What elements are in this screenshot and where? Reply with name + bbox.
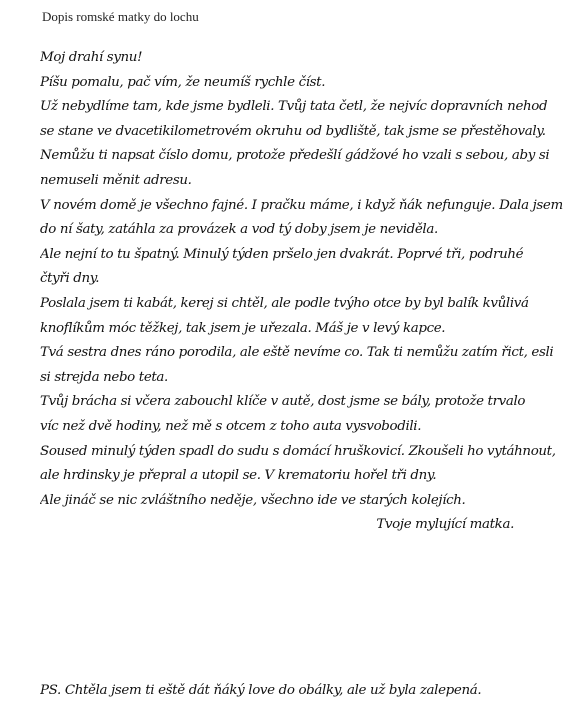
- letter-line: Tvůj brácha si včera zabouchl klíče v autě, dost jsme se bály, protože trvalo: [40, 394, 526, 410]
- letter-line: Poslala jsem ti kabát, kerej si chtěl, ale podle tvýho otce by byl balík kvůlivá: [40, 295, 529, 311]
- letter-line: do ní šaty, zatáhla za provázek a vod tý doby jsem je neviděla.: [40, 222, 438, 238]
- letter-line: ale hrdinsky je přepral a utopil se. V krematoriu hořel tři dny.: [40, 468, 437, 484]
- letter-line: Nemůžu ti napsat číslo domu, protože předešlí gádžové ho vzali s sebou, aby si: [40, 148, 550, 164]
- letter-body: [40, 46, 576, 538]
- letter-postscript: PS. Chtěla jsem ti eště dát ňáký love do obálky, ale už byla zalepená.: [40, 683, 482, 698]
- letter-line: nemuseli měnit adresu.: [40, 172, 192, 188]
- letter-line: čtyři dny.: [40, 271, 100, 287]
- letter-line: Soused minulý týden spadl do sudu s domácí hruškovicí. Zkoušeli ho vytáhnout,: [40, 443, 556, 459]
- letter-line: V novém domě je všechno fajné. I pračku máme, i když ňák nefunguje. Dala jsem: [40, 197, 563, 213]
- letter-line: Píšu pomalu, pač vím, že neumíš rychle číst.: [40, 74, 326, 90]
- letter-line: si strejda nebo teta.: [40, 369, 168, 385]
- letter-line: Ale jináč se nic zvláštního neděje, všechno ide ve starých kolejích.: [40, 492, 466, 508]
- letter-line: Moj drahí synu!: [40, 50, 143, 65]
- letter-line: knoflíkům móc těžkej, tak jsem je uřezala. Máš je v levý kapce.: [40, 320, 446, 336]
- letter-line: Ale nejní to tu špatný. Minulý týden pršelo jen dvakrát. Poprvé tři, podruhé: [40, 246, 524, 262]
- letter-signature: Tvoje mylující matka.: [376, 517, 514, 533]
- letter-line: Už nebydlíme tam, kde jsme bydleli. Tvůj tata četl, že nejvíc dopravních nehod: [40, 99, 548, 115]
- document-title: Dopis romské matky do lochu: [42, 9, 199, 24]
- letter-line: Tvá sestra dnes ráno porodila, ale eště nevíme co. Tak ti nemůžu zatím řict, esli: [40, 345, 554, 361]
- letter-line: víc než dvě hodiny, než mě s otcem z toho auta vysvobodili.: [40, 418, 422, 434]
- letter-line: se stane ve dvacetikilometrovém okruhu od bydliště, tak jsme se přestěhovaly.: [40, 123, 546, 139]
